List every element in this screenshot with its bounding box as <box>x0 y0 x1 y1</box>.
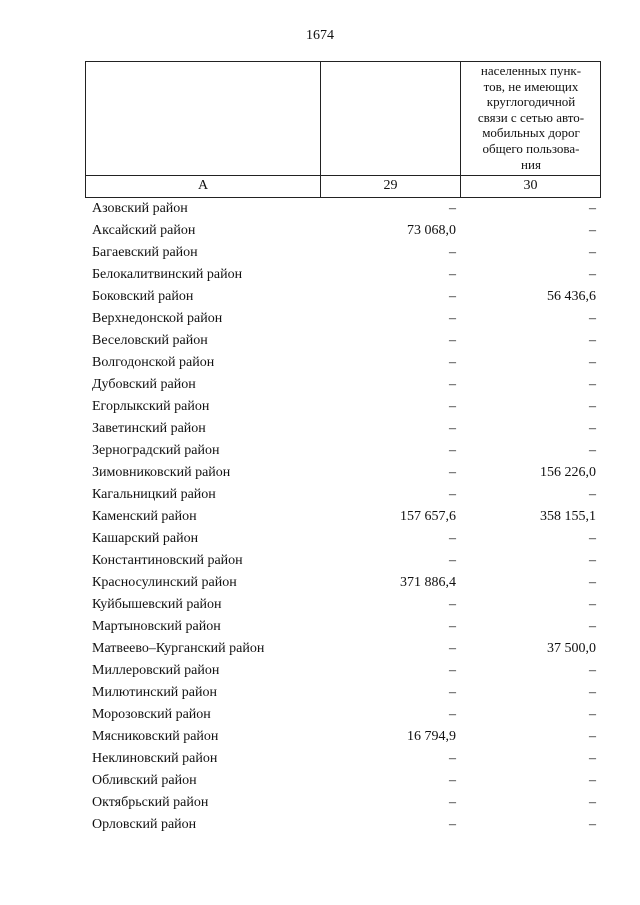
value-column-29: – <box>449 245 456 260</box>
value-column-29: – <box>449 311 456 326</box>
district-name: Каменский район <box>92 509 197 524</box>
district-name: Куйбышевский район <box>92 597 222 612</box>
table-row <box>0 660 640 682</box>
table-row <box>0 748 640 770</box>
table-row <box>0 726 640 748</box>
value-column-30: – <box>589 443 596 458</box>
value-column-30: – <box>589 201 596 216</box>
value-column-30: – <box>589 267 596 282</box>
value-column-29: – <box>449 531 456 546</box>
header-line: ния <box>521 156 541 172</box>
district-name: Багаевский район <box>92 245 198 260</box>
value-column-30: – <box>589 223 596 238</box>
column-index-a: А <box>197 178 209 193</box>
table-row <box>0 792 640 814</box>
table-row <box>0 484 640 506</box>
value-column-29: – <box>449 773 456 788</box>
value-column-30: – <box>589 245 596 260</box>
district-name: Верхнедонской район <box>92 311 223 326</box>
value-column-30: – <box>589 575 596 590</box>
column-index-30: 30 <box>523 178 538 193</box>
table-row <box>0 198 640 220</box>
header-column-30-text <box>462 63 600 172</box>
header-line: мобильных дорог <box>482 125 580 141</box>
value-column-30: – <box>589 773 596 788</box>
value-column-30: – <box>589 597 596 612</box>
header-top-border <box>85 61 600 62</box>
table-row <box>0 594 640 616</box>
table-row <box>0 682 640 704</box>
table-row <box>0 374 640 396</box>
district-name: Белокалитвинский район <box>92 267 243 282</box>
header-mid-border <box>85 175 600 176</box>
header-line: круглогодичной <box>486 94 576 110</box>
value-column-30: 156 226,0 <box>540 465 596 480</box>
value-column-30: – <box>589 421 596 436</box>
district-name: Кагальницкий район <box>92 487 216 502</box>
value-column-29: 16 794,9 <box>407 729 456 744</box>
value-column-30: – <box>589 399 596 414</box>
table-row <box>0 704 640 726</box>
table-row <box>0 418 640 440</box>
district-name: Морозовский район <box>92 707 211 722</box>
value-column-29: – <box>449 663 456 678</box>
header-line: связи с сетью авто- <box>477 109 585 125</box>
district-name: Дубовский район <box>92 377 196 392</box>
header-line: населенных пунк- <box>480 63 582 78</box>
district-name: Неклиновский район <box>92 751 218 766</box>
district-name: Веселовский район <box>92 333 208 348</box>
table-row <box>0 616 640 638</box>
district-name: Миллеровский район <box>92 663 220 678</box>
value-column-30: – <box>589 333 596 348</box>
table-row <box>0 638 640 660</box>
value-column-29: – <box>449 443 456 458</box>
column-index-29: 29 <box>383 178 398 193</box>
value-column-29: – <box>449 795 456 810</box>
table-row <box>0 528 640 550</box>
table-row <box>0 264 640 286</box>
value-column-30: – <box>589 751 596 766</box>
district-name: Зимовниковский район <box>92 465 231 480</box>
header-line: тов, не имеющих <box>483 78 579 94</box>
value-column-29: – <box>449 355 456 370</box>
table-row <box>0 462 640 484</box>
table-row <box>0 770 640 792</box>
table-row <box>0 506 640 528</box>
value-column-29: – <box>449 597 456 612</box>
value-column-30: – <box>589 377 596 392</box>
table-row <box>0 352 640 374</box>
district-name: Обливский район <box>92 773 197 788</box>
value-column-30: – <box>589 531 596 546</box>
district-name: Аксайский район <box>92 223 196 238</box>
value-column-29: – <box>449 377 456 392</box>
value-column-30: – <box>589 619 596 634</box>
value-column-30: – <box>589 707 596 722</box>
table-row <box>0 286 640 308</box>
district-name: Октябрьский район <box>92 795 209 810</box>
district-name: Константиновский район <box>92 553 243 568</box>
district-name: Мартыновский район <box>92 619 221 634</box>
value-column-29: – <box>449 817 456 832</box>
value-column-30: – <box>589 817 596 832</box>
district-name: Боковский район <box>92 289 194 304</box>
district-name: Кашарский район <box>92 531 199 546</box>
district-name: Мясниковский район <box>92 729 219 744</box>
value-column-30: 37 500,0 <box>547 641 596 656</box>
value-column-29: – <box>449 751 456 766</box>
value-column-30: 358 155,1 <box>540 509 596 524</box>
value-column-29: – <box>449 421 456 436</box>
value-column-29: – <box>449 201 456 216</box>
value-column-29: – <box>449 553 456 568</box>
value-column-29: 371 886,4 <box>400 575 456 590</box>
district-name: Егорлыкский район <box>92 399 210 414</box>
table-row <box>0 220 640 242</box>
value-column-29: 73 068,0 <box>407 223 456 238</box>
value-column-29: – <box>449 465 456 480</box>
value-column-29: – <box>449 333 456 348</box>
value-column-30: – <box>589 685 596 700</box>
value-column-29: – <box>449 289 456 304</box>
value-column-30: – <box>589 355 596 370</box>
value-column-30: – <box>589 311 596 326</box>
value-column-30: – <box>589 729 596 744</box>
table-row <box>0 330 640 352</box>
header-line: общего пользова- <box>482 140 580 156</box>
value-column-30: – <box>589 487 596 502</box>
district-name: Зерноградский район <box>92 443 220 458</box>
district-name: Милютинский район <box>92 685 218 700</box>
table-row <box>0 550 640 572</box>
value-column-29: – <box>449 707 456 722</box>
table-row <box>0 440 640 462</box>
table-row <box>0 396 640 418</box>
table-row <box>0 572 640 594</box>
page-number: 1674 <box>306 28 334 43</box>
value-column-29: 157 657,6 <box>400 509 456 524</box>
district-name: Матвеево–Курганский район <box>92 641 265 656</box>
district-name: Азовский район <box>92 201 188 216</box>
value-column-29: – <box>449 685 456 700</box>
table-row <box>0 814 640 836</box>
header-right-border <box>600 61 601 198</box>
value-column-29: – <box>449 619 456 634</box>
value-column-30: – <box>589 553 596 568</box>
district-name: Волгодонской район <box>92 355 215 370</box>
value-column-30: – <box>589 663 596 678</box>
district-name: Заветинский район <box>92 421 206 436</box>
value-column-29: – <box>449 487 456 502</box>
table-row <box>0 242 640 264</box>
district-name: Красносулинский район <box>92 575 237 590</box>
table-row <box>0 308 640 330</box>
district-name: Орловский район <box>92 817 197 832</box>
value-column-29: – <box>449 641 456 656</box>
value-column-29: – <box>449 399 456 414</box>
value-column-29: – <box>449 267 456 282</box>
value-column-30: – <box>589 795 596 810</box>
value-column-30: 56 436,6 <box>547 289 596 304</box>
